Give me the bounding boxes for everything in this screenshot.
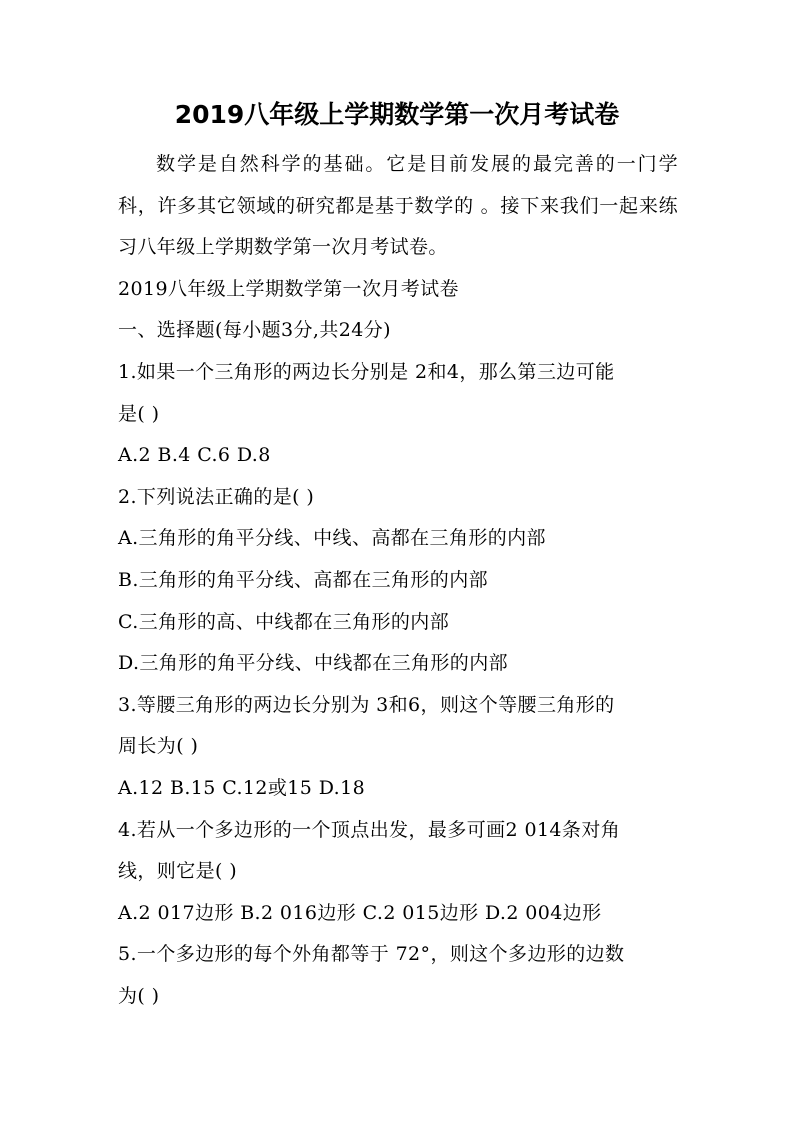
question-1-options: A.2 B.4 C.6 D.8: [118, 444, 271, 467]
question-3-options: A.12 B.15 C.12或15 D.18: [118, 776, 366, 799]
question-3-stem-line-1: 3.等腰三角形的两边长分别为 3和6，则这个等腰三角形的: [118, 693, 615, 716]
question-2-option-a: A.三角形的角平分线、中线、高都在三角形的内部: [118, 527, 546, 550]
section-heading: 一、选择题(每小题3分,共24分): [118, 319, 391, 342]
question-2-option-b: B.三角形的角平分线、高都在三角形的内部: [118, 568, 489, 591]
question-3-stem-line-2: 周长为( ): [118, 735, 199, 758]
document-title: 2019八年级上学期数学第一次月考试卷: [174, 100, 620, 129]
question-5-stem-line-2: 为( ): [118, 984, 160, 1007]
question-5-stem-line-1: 5.一个多边形的每个外角都等于 72°，则这个多边形的边数: [118, 943, 625, 966]
question-1-stem-line-2: 是( ): [118, 402, 160, 425]
question-2-option-c: C.三角形的高、中线都在三角形的内部: [118, 610, 450, 633]
subtitle: 2019八年级上学期数学第一次月考试卷: [118, 277, 459, 300]
question-2-stem: 2.下列说法正确的是( ): [118, 485, 315, 508]
question-4-stem-line-1: 4.若从一个多边形的一个顶点出发，最多可画2 014条对角: [118, 818, 621, 841]
question-4-stem-line-2: 线，则它是( ): [118, 860, 238, 883]
question-2-option-d: D.三角形的角平分线、中线都在三角形的内部: [118, 652, 508, 675]
question-4-options: A.2 017边形 B.2 016边形 C.2 015边形 D.2 004边形: [118, 901, 602, 924]
question-1-stem-line-1: 1.如果一个三角形的两边长分别是 2和4，那么第三边可能: [118, 360, 615, 383]
intro-paragraph: 数学是自然科学的基础。它是目前发展的最完善的一门学科，许多其它领域的研究都是基于数学的 。接下来我们一起来练习八年级上学期数学第一次月考试卷。: [118, 153, 678, 259]
document-body: [118, 144, 678, 1017]
